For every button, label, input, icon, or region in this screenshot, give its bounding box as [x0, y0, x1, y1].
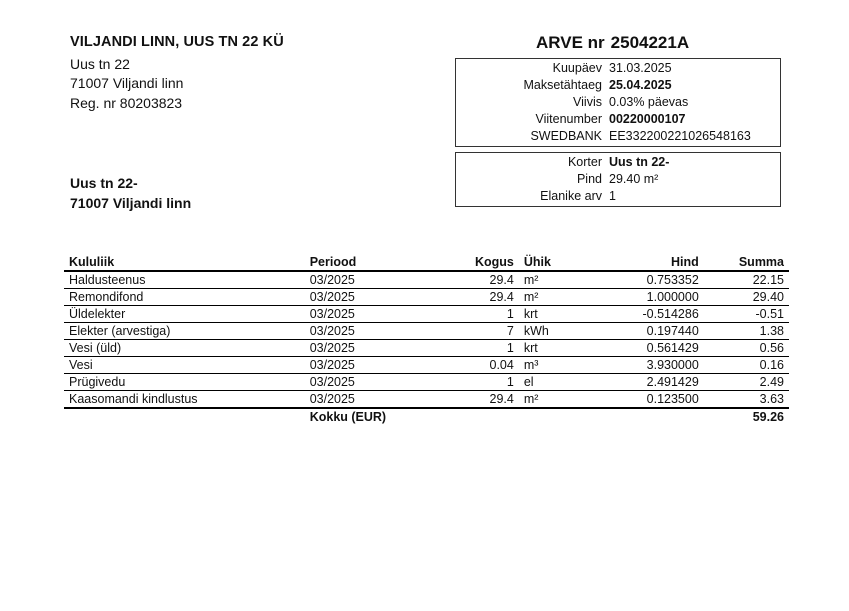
cell-item: Vesi — [64, 357, 305, 374]
header-qty: Kogus — [432, 255, 519, 271]
cell-period: 03/2025 — [305, 391, 432, 409]
header-item: Kululiik — [64, 255, 305, 271]
cell-price: 3.930000 — [587, 357, 704, 374]
cell-period: 03/2025 — [305, 306, 432, 323]
cell-unit: m² — [519, 391, 587, 409]
total-spacer — [64, 408, 305, 425]
cell-qty: 7 — [432, 323, 519, 340]
header-price: Hind — [587, 255, 704, 271]
cell-price: 2.491429 — [587, 374, 704, 391]
header-sum: Summa — [704, 255, 789, 271]
detail-label: Viivis — [573, 95, 602, 109]
cell-qty: 0.04 — [432, 357, 519, 374]
detail-value: 31.03.2025 — [609, 61, 672, 75]
cell-sum: 29.40 — [704, 289, 789, 306]
table-header-row — [64, 255, 789, 271]
cell-item: Kaasomandi kindlustus — [64, 391, 305, 409]
invoice-items-table — [64, 255, 789, 425]
table-row — [64, 289, 789, 306]
cell-qty: 1 — [432, 374, 519, 391]
invoice-number: 2504221A — [610, 33, 690, 52]
cell-period: 03/2025 — [305, 374, 432, 391]
cell-unit: m² — [519, 271, 587, 289]
cell-period: 03/2025 — [305, 289, 432, 306]
cell-period: 03/2025 — [305, 357, 432, 374]
recipient-line1: Uus tn 22- — [70, 175, 138, 191]
cell-qty: 29.4 — [432, 271, 519, 289]
sender-name: VILJANDI LINN, UUS TN 22 KÜ — [70, 34, 284, 50]
cell-price: -0.514286 — [587, 306, 704, 323]
cell-qty: 29.4 — [432, 289, 519, 306]
cell-unit: krt — [519, 306, 587, 323]
cell-item: Remondifond — [64, 289, 305, 306]
recipient-line2: 71007 Viljandi linn — [70, 195, 192, 211]
apartment-value: 1 — [609, 189, 616, 203]
detail-label: Viitenumber — [535, 112, 602, 126]
detail-row-bank — [456, 129, 780, 147]
cell-item: Haldusteenus — [64, 271, 305, 289]
total-value: 59.26 — [752, 410, 784, 424]
detail-label: Maksetähtaeg — [523, 78, 602, 92]
total-spacer — [519, 408, 587, 425]
detail-value: 00220000107 — [609, 112, 686, 126]
detail-value: EE332200221026548163 — [609, 129, 751, 143]
cell-item: Üldelekter — [64, 306, 305, 323]
cell-qty: 1 — [432, 340, 519, 357]
table-row — [64, 374, 789, 391]
cell-unit: m³ — [519, 357, 587, 374]
detail-row-penalty — [456, 95, 780, 113]
sender-address-line1: Uus tn 22 — [70, 56, 130, 72]
cell-item: Prügivedu — [64, 374, 305, 391]
apartment-label: Pind — [576, 172, 602, 186]
apartment-label: Elanike arv — [540, 189, 602, 203]
cell-unit: kWh — [519, 323, 587, 340]
cell-unit: krt — [519, 340, 587, 357]
apartment-value: Uus tn 22- — [609, 155, 670, 169]
table-row — [64, 340, 789, 357]
cell-price: 0.561429 — [587, 340, 704, 357]
table-row — [64, 306, 789, 323]
cell-price: 0.123500 — [587, 391, 704, 409]
table-row — [64, 271, 789, 289]
invoice-title — [536, 33, 689, 53]
detail-label: SWEDBANK — [530, 129, 602, 143]
total-spacer — [587, 408, 704, 425]
table-total-row — [64, 408, 789, 425]
cell-price: 0.197440 — [587, 323, 704, 340]
cell-unit: m² — [519, 289, 587, 306]
total-spacer — [432, 408, 519, 425]
cell-price: 0.753352 — [587, 271, 704, 289]
sender-reg-number: Reg. nr 80203823 — [70, 95, 183, 111]
apartment-row-flat — [456, 155, 780, 173]
cell-sum: -0.51 — [704, 306, 789, 323]
cell-sum: 0.56 — [704, 340, 789, 357]
cell-qty: 29.4 — [432, 391, 519, 409]
cell-price: 1.000000 — [587, 289, 704, 306]
cell-sum: 22.15 — [704, 271, 789, 289]
cell-sum: 3.63 — [704, 391, 789, 409]
cell-period: 03/2025 — [305, 323, 432, 340]
invoice-details-box — [455, 58, 781, 147]
cell-unit: el — [519, 374, 587, 391]
table-row — [64, 323, 789, 340]
detail-row-reference — [456, 112, 780, 130]
sender-address-line2: 71007 Viljandi linn — [70, 75, 184, 91]
cell-qty: 1 — [432, 306, 519, 323]
table-row — [64, 391, 789, 409]
cell-sum: 0.16 — [704, 357, 789, 374]
cell-item: Vesi (üld) — [64, 340, 305, 357]
total-label: Kokku (EUR) — [309, 410, 387, 424]
detail-row-due-date — [456, 78, 780, 96]
apartment-row-area — [456, 172, 780, 190]
cell-sum: 1.38 — [704, 323, 789, 340]
invoice-title-label: ARVE nr — [536, 33, 605, 52]
detail-value: 25.04.2025 — [609, 78, 672, 92]
detail-row-date — [456, 61, 780, 79]
detail-label: Kuupäev — [552, 61, 602, 75]
header-unit: Ühik — [519, 255, 587, 271]
apartment-box — [455, 152, 781, 207]
detail-value: 0.03% päevas — [609, 95, 689, 109]
cell-item: Elekter (arvestiga) — [64, 323, 305, 340]
header-period: Periood — [305, 255, 432, 271]
apartment-value: 29.40 m² — [609, 172, 659, 186]
cell-sum: 2.49 — [704, 374, 789, 391]
apartment-row-residents — [456, 189, 780, 207]
apartment-label: Korter — [567, 155, 602, 169]
cell-period: 03/2025 — [305, 340, 432, 357]
cell-period: 03/2025 — [305, 271, 432, 289]
table-row — [64, 357, 789, 374]
